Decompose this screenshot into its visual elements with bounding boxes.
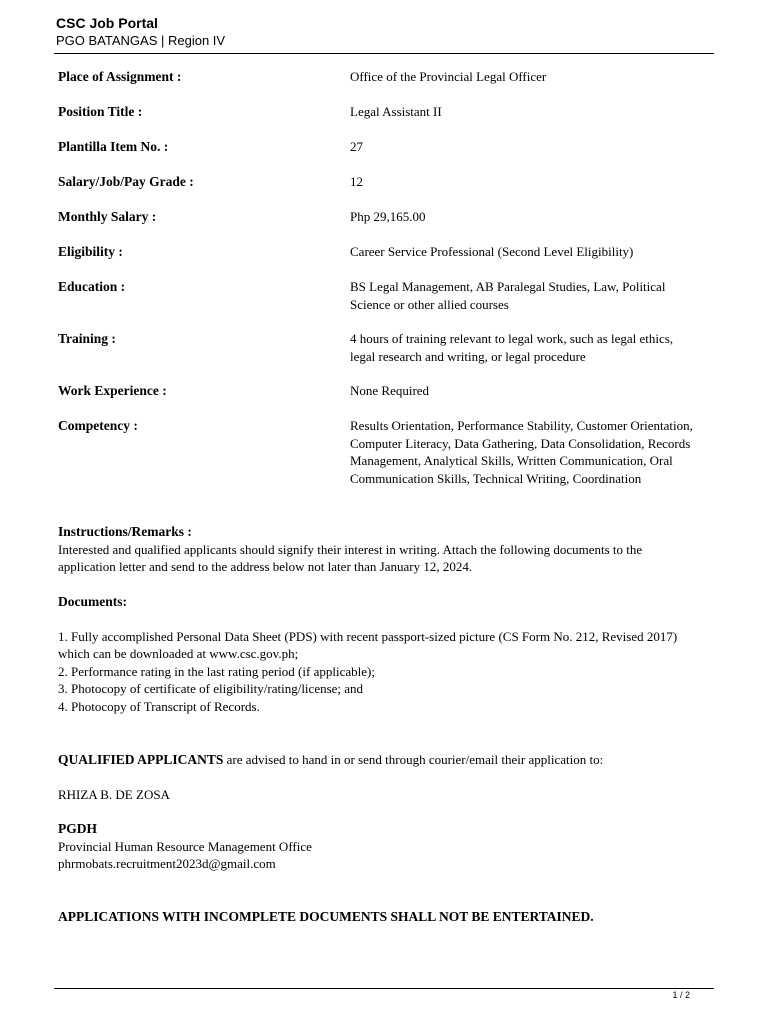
instructions-section [58,523,698,576]
field-eligibility [58,243,698,278]
field-label: Place of Assignment : [58,69,182,84]
page-number: 1 / 2 [672,990,690,1000]
document-item: 2. Performance rating in the last rating period (if applicable); [58,663,375,679]
field-training [58,330,698,382]
contact-email[interactable]: phrmobats.recruitment2023d@gmail.com [58,856,276,871]
field-monthly-salary [58,208,698,243]
field-work-experience [58,382,698,417]
field-label: Salary/Job/Pay Grade : [58,174,194,189]
field-competency [58,417,698,509]
field-label: Work Experience : [58,383,167,398]
field-label: Plantilla Item No. : [58,139,169,154]
field-label: Education : [58,279,126,294]
qualified-applicants-label: QUALIFIED APPLICANTS [58,752,224,767]
document-item: 4. Photocopy of Transcript of Records. [58,698,260,714]
field-value: BS Legal Management, AB Paralegal Studies, Law, Political Science or other allied courses [350,279,666,312]
documents-heading: Documents: [58,594,127,609]
portal-subtitle: PGO BATANGAS | Region IV [56,33,226,48]
field-plantilla-item [58,138,698,173]
field-value: None Required [350,383,430,398]
document-item: 1. Fully accomplished Personal Data Sheet (PDS) with recent passport-sized picture (CS Form No. 212, Revised 2017) which can be downloaded at www.csc.gov.ph; [58,628,678,661]
field-label: Eligibility : [58,244,123,259]
qualified-applicants-note [58,751,698,769]
contact-name: RHIZA B. DE ZOSA [58,787,170,802]
field-value: Php 29,165.00 [350,209,426,224]
incomplete-documents-notice: APPLICATIONS WITH INCOMPLETE DOCUMENTS SHALL NOT BE ENTERTAINED. [58,909,594,924]
field-value: 4 hours of training relevant to legal work, such as legal ethics, legal research and writing, or legal procedure [350,331,674,364]
contact-title: PGDH [58,821,97,836]
header-divider [54,53,714,54]
field-label: Competency : [58,418,138,433]
field-position-title [58,103,698,138]
field-value: Career Service Professional (Second Level Eligibility) [350,244,634,259]
page-header [56,14,714,49]
field-value: 27 [350,139,363,154]
contact-block [58,820,698,873]
instructions-text: Interested and qualified applicants should signify their interest in writing. Attach the following documents to the application letter and send to the address below not later than January 12, 2024. [58,541,643,574]
portal-title: CSC Job Portal [56,15,158,31]
field-value: Results Orientation, Performance Stability, Customer Orientation, Computer Literacy, Data Gathering, Data Consolidation, Records Management, Analytical Skills, Written Communication, Oral Communication Skills, Technical Writing, Coordination [350,418,693,486]
documents-section [58,593,698,715]
job-details [58,68,698,509]
field-label: Training : [58,331,116,346]
qualified-applicants-text: are advised to hand in or send through courier/email their application to: [223,752,604,767]
field-label: Monthly Salary : [58,209,157,224]
field-value: Legal Assistant II [350,104,442,119]
contact-office: Provincial Human Resource Management Office [58,838,312,854]
footer-divider [54,988,714,989]
field-value: Office of the Provincial Legal Officer [350,69,547,84]
instructions-heading: Instructions/Remarks : [58,524,192,539]
document-item: 3. Photocopy of certificate of eligibility/rating/license; and [58,681,364,696]
field-place-of-assignment [58,68,698,103]
field-salary-grade [58,173,698,208]
field-value: 12 [350,174,363,189]
field-education [58,278,698,330]
field-label: Position Title : [58,104,143,119]
